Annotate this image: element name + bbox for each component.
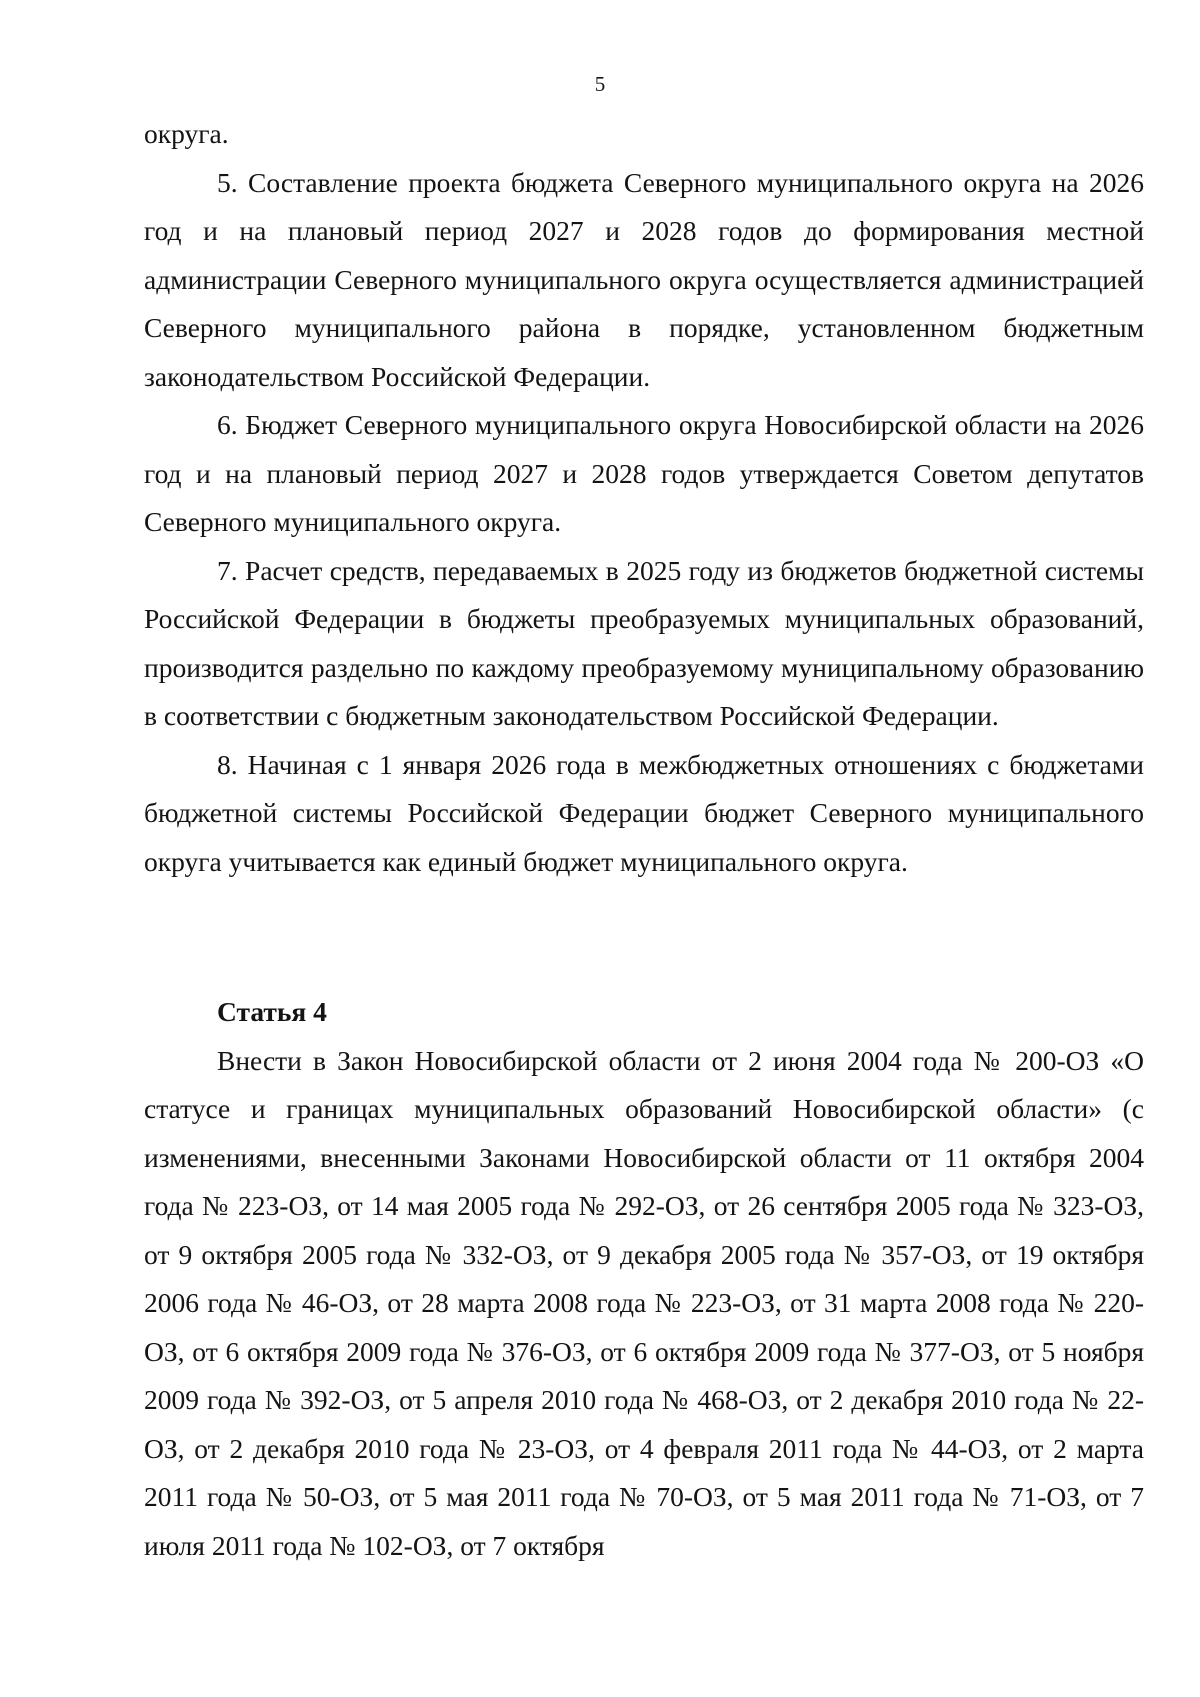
page-number: 5 [594, 72, 606, 96]
paragraph-item-7: 7. Расчет средств, передаваемых в 2025 году из бюджетов бюджетной системы Российской Федерации в бюджеты преобразуемых муниципальных образований, производится раздельно по каждому преобразуемому муниципальному образованию в соответствии с бюджетным законодательством Российской Федерации. [144, 554, 1144, 731]
paragraph-item-8: 8. Начиная с 1 января 2026 года в межбюджетных отношениях с бюджетами бюджетной системы Российской Федерации бюджет Северного муниципального округа учитывается как единый бюджет муниципального округа. [144, 748, 1144, 877]
paragraph-item-6: 6. Бюджет Северного муниципального округа Новосибирской области на 2026 год и на плановый период 2027 и 2028 годов утверждается Советом депутатов Северного муниципального округа. [144, 409, 1144, 537]
paragraph-item-5: 5. Составление проекта бюджета Северного муниципального округа на 2026 год и на плановый период 2027 и 2028 годов до формирования местной администрации Северного муниципального округа осуществляется администрацией Северного муниципального района в порядке, установленном бюджетным законодательством Российской Федерации. [144, 166, 1144, 392]
document-body-top [144, 110, 1144, 886]
article-4-section [144, 988, 1144, 1570]
article-heading: Статья 4 [217, 996, 327, 1027]
paragraph-continuation: округа. [144, 118, 229, 149]
article-body: Внести в Закон Новосибирской области от 2 июня 2004 года № 200-ОЗ «О статусе и границах муниципальных образований Новосибирской области» (с изменениями, внесенными Законами Новосибирской области от 11 октября 2004 года № 223-ОЗ, от 14 мая 2005 года № 292-ОЗ, от 26 сентября 2005 года № 323-ОЗ, от 9 октября 2005 года № 332-ОЗ, от 9 декабря 2005 года № 357-ОЗ, от 19 октября 2006 года № 46-ОЗ, от 28 марта 2008 года № 223-ОЗ, от 31 марта 2008 года № 220-ОЗ, от 6 октября 2009 года № 376-ОЗ, от 6 октября 2009 года № 377-ОЗ, от 5 ноября 2009 года № 392-ОЗ, от 5 апреля 2010 года № 468-ОЗ, от 2 декабря 2010 года № 22-ОЗ, от 2 декабря 2010 года № 23-ОЗ, от 4 февраля 2011 года № 44-ОЗ, от 2 марта 2011 года № 50-ОЗ, от 5 мая 2011 года № 70-ОЗ, от 5 мая 2011 года № 71-ОЗ, от 7 июля 2011 года № 102-ОЗ, от 7 октября [144, 1044, 1144, 1561]
